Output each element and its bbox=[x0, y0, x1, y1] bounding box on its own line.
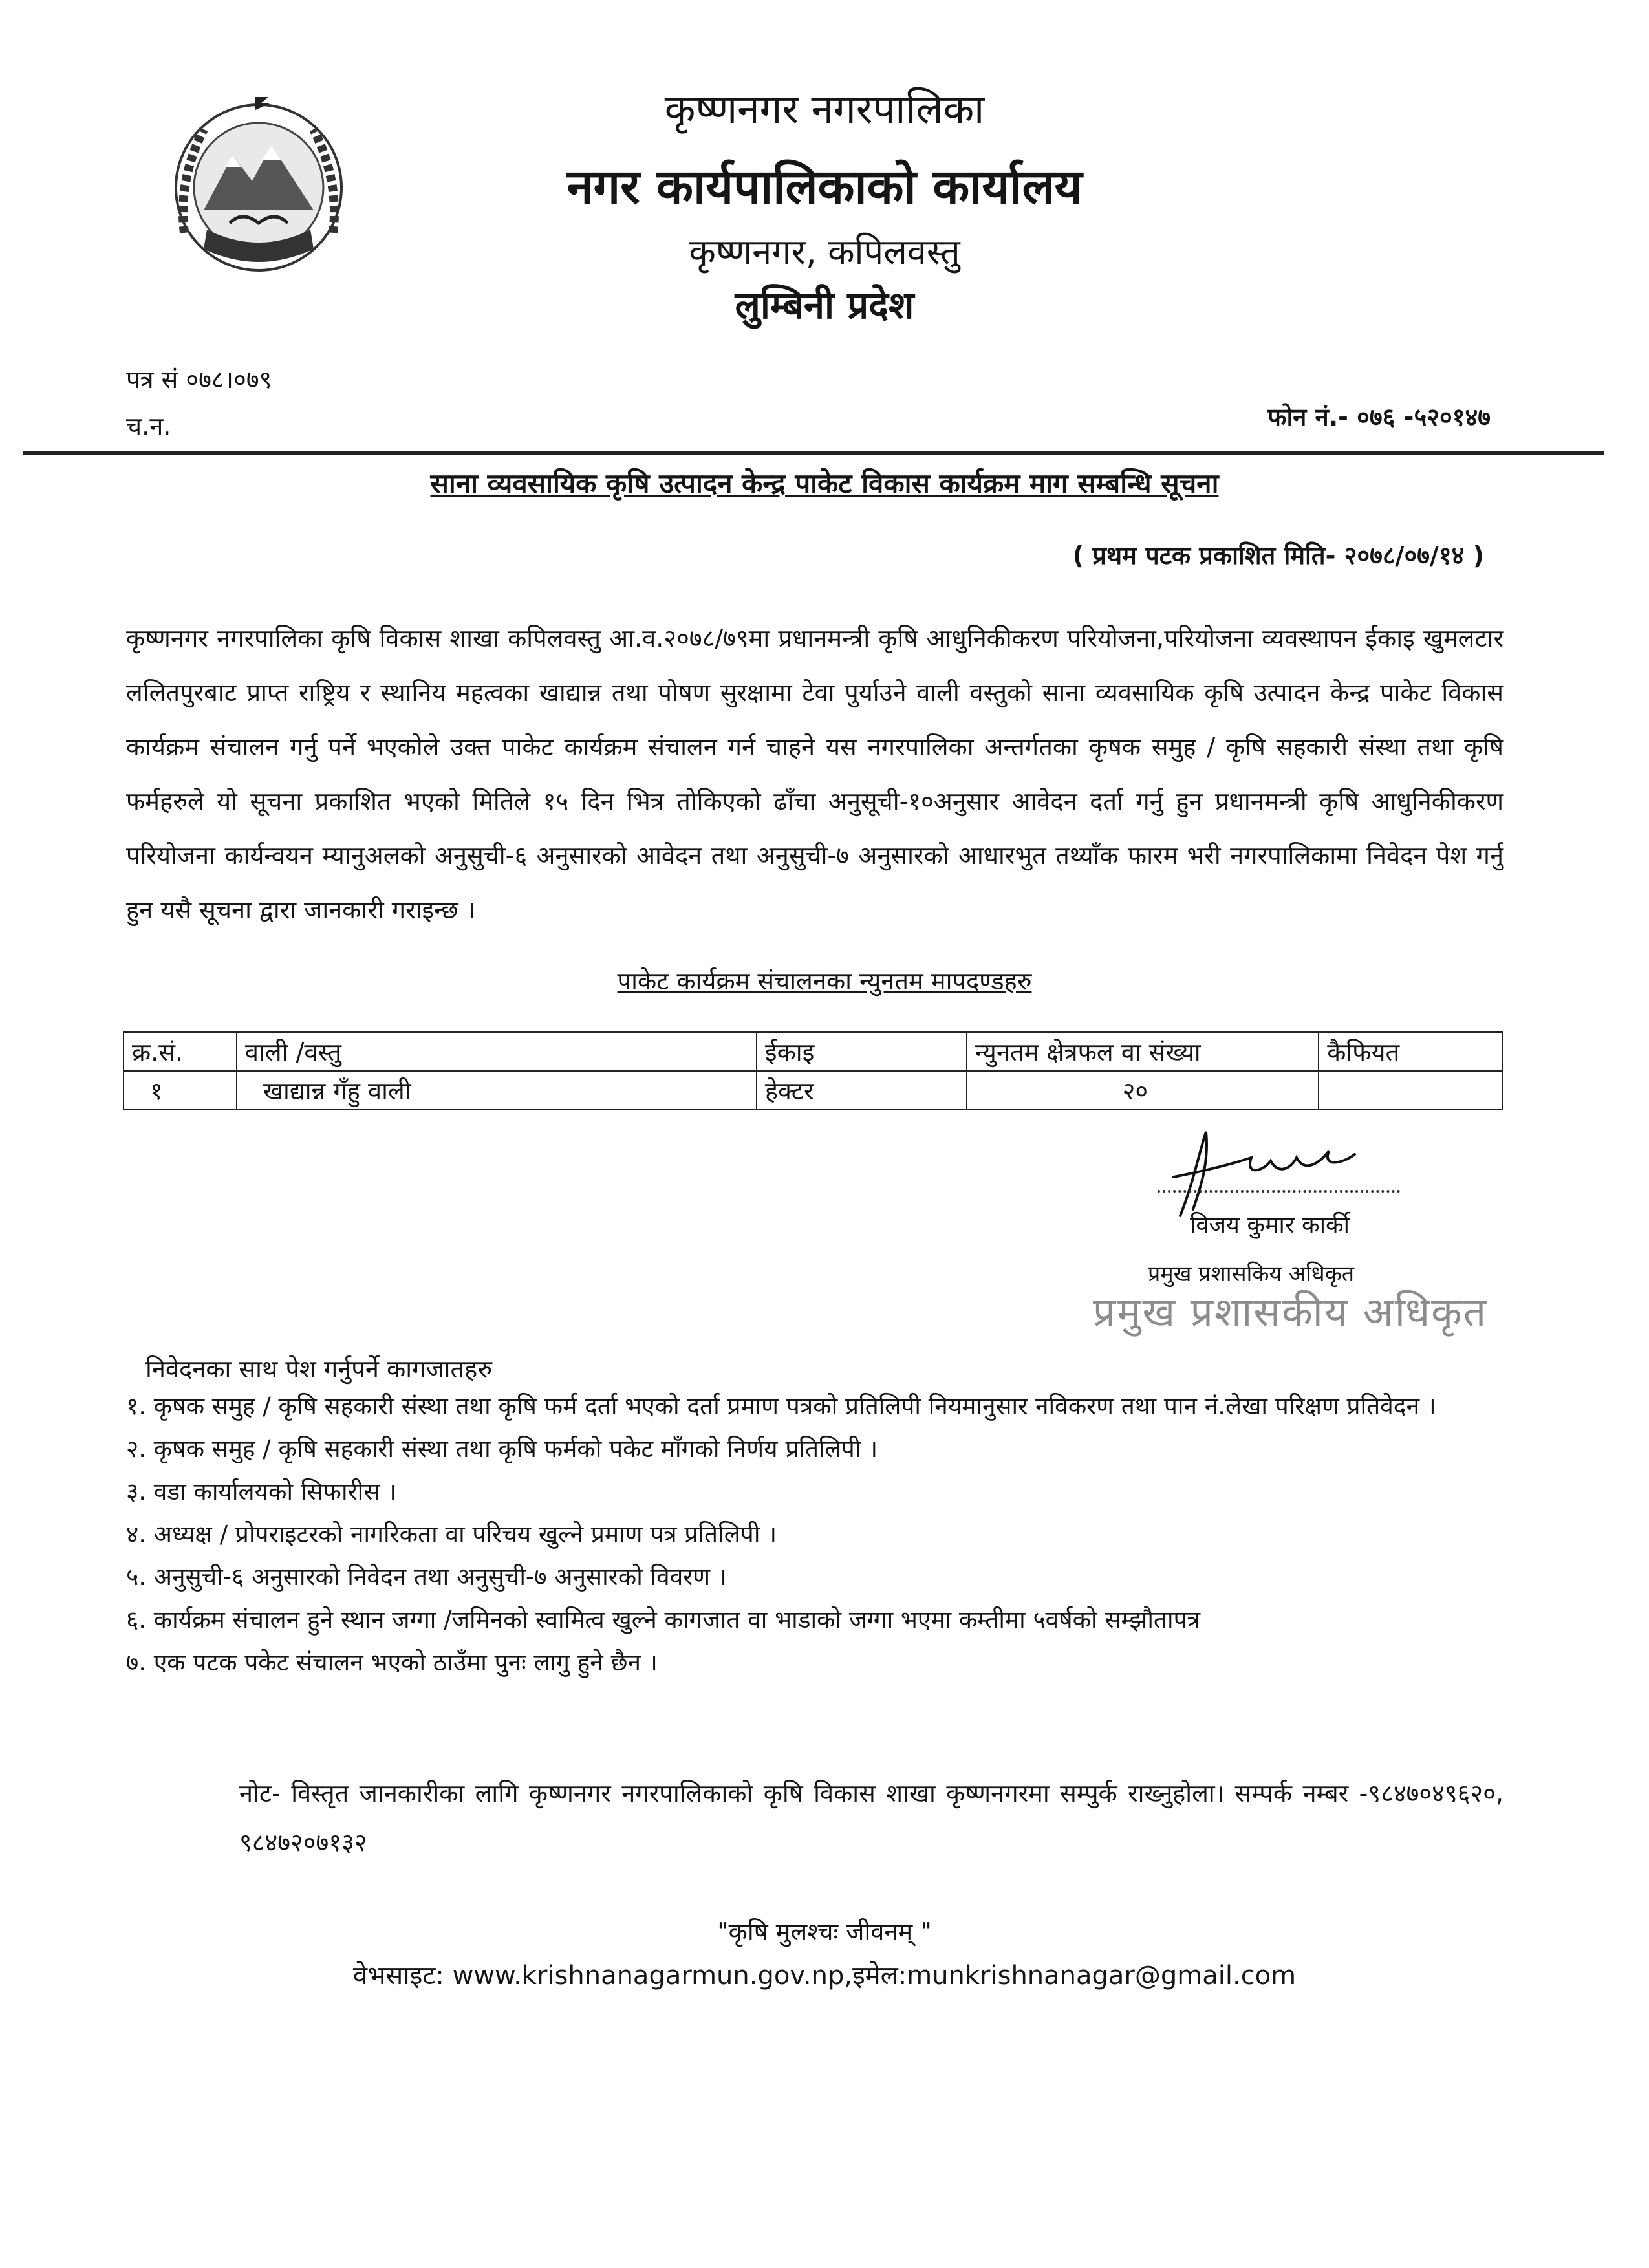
list-item: ३. वडा कार्यालयको सिफारीस । bbox=[126, 1478, 397, 1506]
website-email: वेभसाइट: www.krishnanagarmun.gov.np,इमेल:munkrishnanagar@gmail.com bbox=[352, 1961, 1297, 1991]
notice-body: कृष्णनगर नगरपालिका कृषि विकास शाखा कपिलवस्तु आ.व.२०७८/७९मा प्रधानमन्त्री कृषि आधुनिकीकरण परियोजना,परियोजना व्यवस्थापन ईकाइ खुमलटार ललितपुरबाट प्राप्त राष्ट्रिय र स्थानिय महत्वका खाद्यान्न तथा पोषण सुरक्षामा टेवा पुर्याउने वाली वस्तुको साना व्यवसायिक कृषि उत्पादन केन्द्र पाकेट विकास कार्यक्रम संचालन गर्नु पर्ने भएकोले उक्त पाकेट कार्यक्रम संचालन गर्न चाहने यस नगरपालिका अन्तर्गतका कृषक समुह / कृषि सहकारी संस्था तथा कृषि फर्महरुले यो सूचना प्रकाशित भएको मितिले १५ दिन भित्र तोकिएको ढाँचा अनुसूची-१०अनुसार आवेदन दर्ता गर्नु हुन प्रधानमन्त्री कृषि आधुनिकीकरण परियोजना कार्यन्वयन म्यानुअलको अनुसुची-६ अनुसारको आवेदन तथा अनुसुची-७ अनुसारको आधारभुत तथ्याँक फारम भरी नगरपालिकामा निवेदन पेश गर्नु हुन यसै सूचना द्वारा जानकारी गराइन्छ । bbox=[126, 624, 1503, 924]
criteria-table-title: पाकेट कार्यक्रम संचालनका न्युनतम मापदण्डहरु bbox=[617, 967, 1032, 995]
municipality-name: कृष्णनगर नगरपालिका bbox=[664, 85, 985, 133]
list-item: २. कृषक समुह / कृषि सहकारी संस्था तथा कृषि फर्मको पकेट माँगको निर्णय प्रतिलिपी । bbox=[126, 1435, 878, 1463]
notice-subject: साना व्यवसायिक कृषि उत्पादन केन्द्र पाकेट विकास कार्यक्रम माग सम्बन्धि सूचना bbox=[430, 468, 1219, 499]
required-documents-title: निवेदनका साथ पेश गर्नुपर्ने कागजातहरु bbox=[146, 1355, 493, 1383]
list-item: ६. कार्यक्रम संचालन हुने स्थान जग्गा /जमिनको स्वामित्व खुल्ने कागजात वा भाडाको जग्गा भएमा कम्तीमा ५वर्षको सम्झौतापत्र bbox=[126, 1606, 1201, 1634]
dispatch-number: च.न. bbox=[126, 412, 171, 440]
header-minimum-area: न्युनतम क्षेत्रफल वा संख्या bbox=[967, 1032, 1319, 1071]
cell-remarks bbox=[1319, 1071, 1503, 1110]
cell-unit: हेक्टर bbox=[757, 1071, 967, 1110]
cell-crop: खाद्यान्न गँहु वाली bbox=[237, 1071, 757, 1110]
office-name: नगर कार्यपालिकाको कार्यालय bbox=[566, 159, 1083, 215]
designation-stamp: प्रमुख प्रशासकीय अधिकृत bbox=[1093, 1288, 1488, 1335]
header-unit: ईकाइ bbox=[757, 1032, 967, 1071]
header-serial: क्र.सं. bbox=[124, 1032, 237, 1071]
list-item: ७. एक पटक पकेट संचालन भएको ठाउँमा पुनः लागु हुने छैन । bbox=[126, 1648, 658, 1676]
table-row bbox=[124, 1071, 1503, 1110]
contact-note: नोट- विस्तृत जानकारीका लागि कृष्णनगर नगरपालिकाको कृषि विकास शाखा कृष्णनगरमा सम्पुर्क राख्नुहोला। सम्पर्क नम्बर -९८४७०४९६२०, ९८४७२०७१३२ bbox=[239, 1779, 1503, 1857]
motto: "कृषि मुलश्चः जीवनम् " bbox=[717, 1917, 932, 1946]
required-documents-list bbox=[126, 1385, 1503, 1684]
header-remarks: कैफियत bbox=[1319, 1032, 1503, 1071]
table-header-row bbox=[124, 1032, 1503, 1071]
office-address: कृष्णनगर, कपिलवस्तु bbox=[689, 232, 960, 272]
signatory-title: प्रमुख प्रशासकिय अधिकृत bbox=[1148, 1261, 1355, 1287]
header-divider bbox=[23, 451, 1604, 455]
list-item: ४. अध्यक्ष / प्रोपराइटरको नागरिकता वा परिचय खुल्ने प्रमाण पत्र प्रतिलिपी । bbox=[126, 1520, 777, 1548]
signature-line bbox=[1158, 1190, 1400, 1193]
criteria-table bbox=[123, 1031, 1503, 1110]
signatory-name: विजय कुमार कार्की bbox=[1190, 1212, 1350, 1238]
cell-serial: १ bbox=[124, 1071, 237, 1110]
province-name: लुम्बिनी प्रदेश bbox=[735, 283, 914, 327]
cell-minimum-area: २० bbox=[967, 1071, 1319, 1110]
header-crop: वाली /वस्तु bbox=[237, 1032, 757, 1071]
phone-number: फोन नं.- ०७६ -५२०१४७ bbox=[1267, 403, 1491, 431]
list-item: ५. अनुसुची-६ अनुसारको निवेदन तथा अनुसुची-७ अनुसारको विवरण । bbox=[126, 1563, 727, 1591]
letter-number: पत्र सं ०७८।०७९ bbox=[126, 365, 272, 394]
publication-date: ( प्रथम पटक प्रकाशित मिति- २०७८/०७/१४ ) bbox=[1072, 541, 1484, 570]
list-item: १. कृषक समुह / कृषि सहकारी संस्था तथा कृषि फर्म दर्ता भएको दर्ता प्रमाण पत्रको प्रतिलिपी नियमानुसार नविकरण तथा पान नं.लेखा परिक्षण प्रतिवेदन । bbox=[126, 1392, 1436, 1420]
